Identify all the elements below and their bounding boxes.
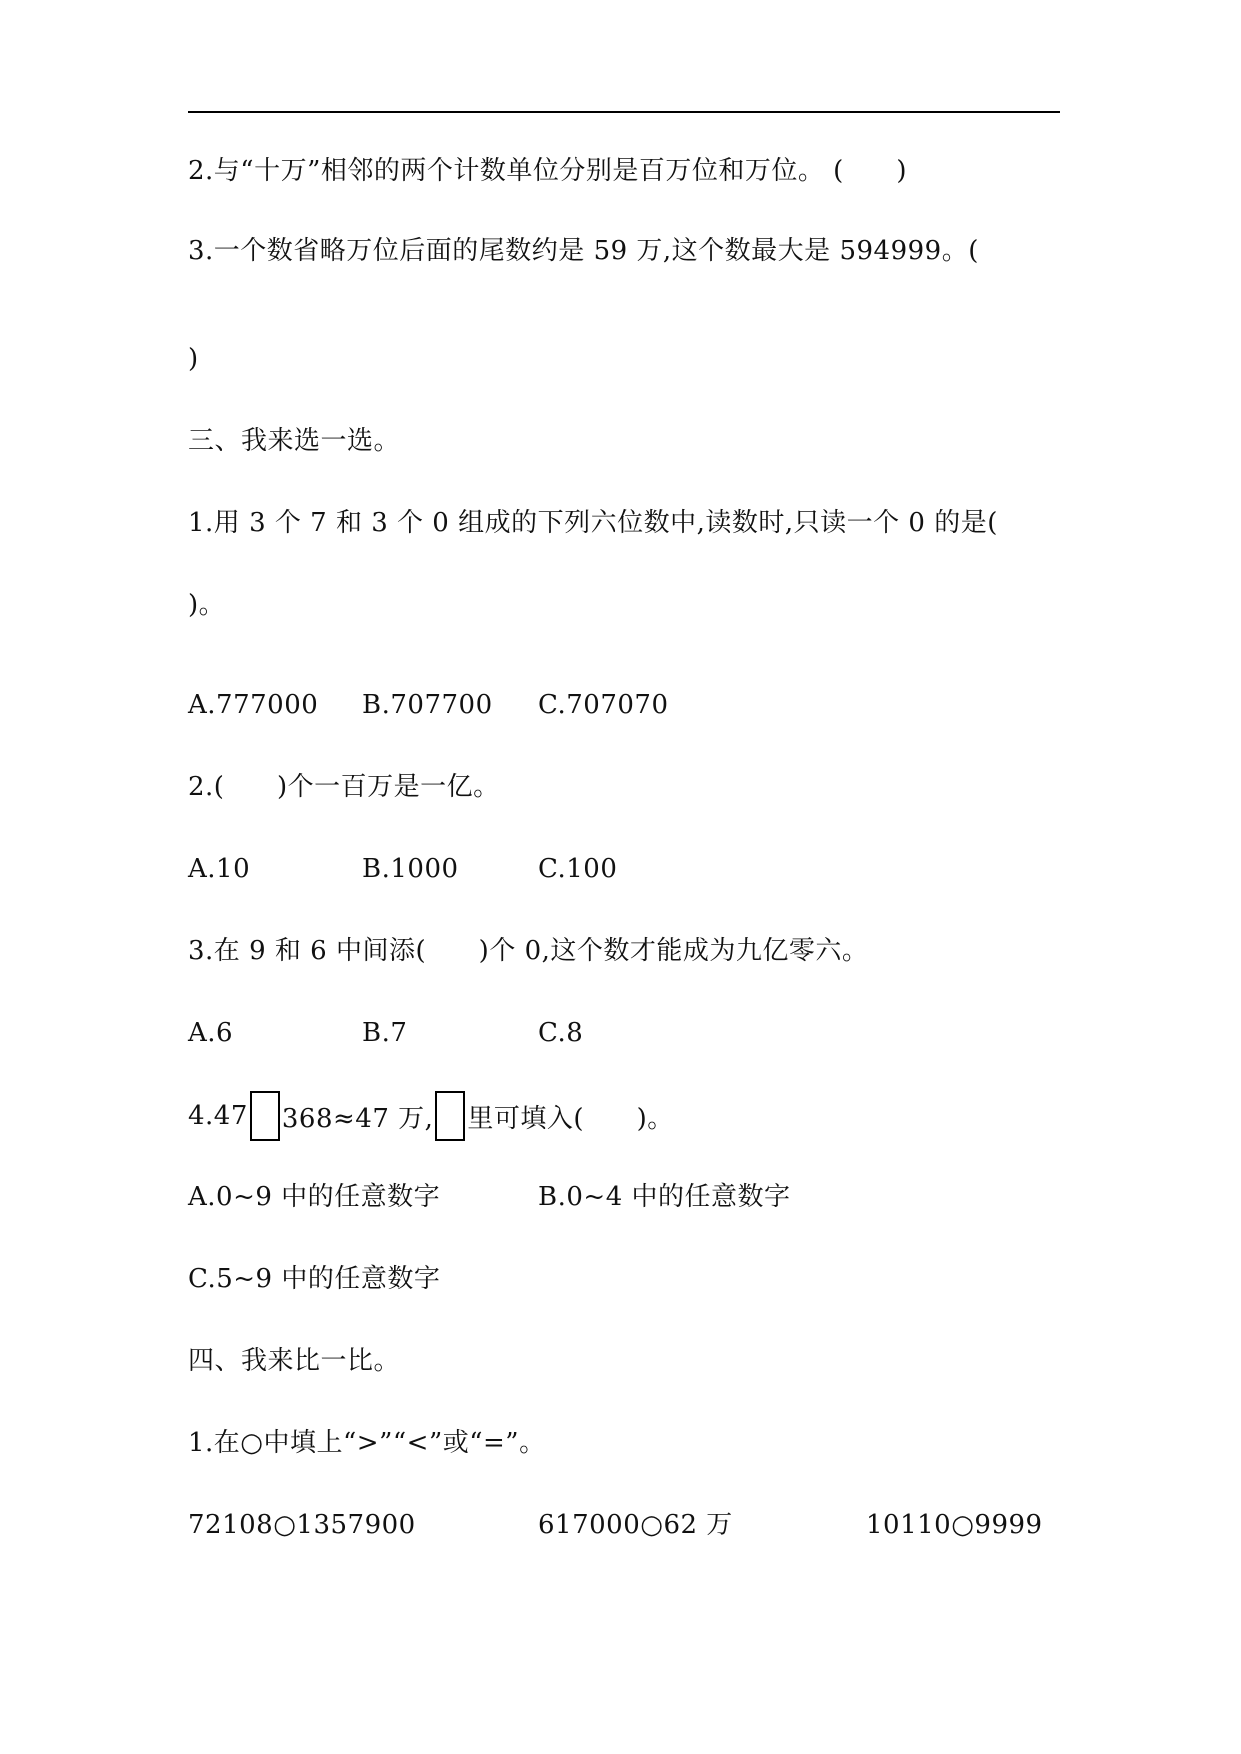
question-2-true-false: 2.与“十万”相邻的两个计数单位分别是百万位和万位。 ( ) bbox=[188, 156, 908, 186]
choice-question-2: 2.( )个一百万是一亿。 bbox=[188, 772, 500, 802]
choice-question-4-option-c: C.5~9 中的任意数字 bbox=[188, 1264, 441, 1294]
comparison-item-2: 617000○62 万 bbox=[538, 1510, 733, 1540]
choice-question-1-option-b: B.707700 bbox=[362, 690, 493, 720]
choice-question-1-line1: 1.用 3 个 7 和 3 个 0 组成的下列六位数中,读数时,只读一个 0 的是( bbox=[188, 508, 998, 538]
blank-box bbox=[250, 1091, 280, 1141]
choice-question-4-part1: 4.47 bbox=[188, 1101, 248, 1131]
choice-question-4-option-a: A.0~9 中的任意数字 bbox=[188, 1182, 441, 1212]
choice-question-4-part2: 368≈47 万, bbox=[281, 1103, 434, 1134]
choice-question-4 bbox=[188, 1089, 674, 1143]
choice-question-2-option-b: B.1000 bbox=[362, 854, 459, 884]
choice-question-4-option-b: B.0~4 中的任意数字 bbox=[538, 1182, 791, 1212]
choice-question-3-option-a: A.6 bbox=[188, 1018, 234, 1048]
question-3-true-false-line1: 3.一个数省略万位后面的尾数约是 59 万,这个数最大是 594999。( bbox=[188, 236, 979, 266]
choice-question-3-option-b: B.7 bbox=[362, 1018, 408, 1048]
comparison-item-3: 10110○9999 bbox=[866, 1510, 1043, 1540]
choice-question-1-option-c: C.707070 bbox=[538, 690, 669, 720]
choice-question-3-option-c: C.8 bbox=[538, 1018, 584, 1048]
choice-question-2-option-c: C.100 bbox=[538, 854, 618, 884]
section-3-heading: 三、我来选一选。 bbox=[188, 426, 401, 456]
blank-box bbox=[435, 1091, 465, 1141]
header-rule bbox=[188, 111, 1060, 113]
comparison-item-1: 72108○1357900 bbox=[188, 1510, 416, 1540]
section-4-heading: 四、我来比一比。 bbox=[188, 1346, 401, 1376]
question-3-true-false-line2: ) bbox=[188, 344, 199, 374]
choice-question-2-option-a: A.10 bbox=[188, 854, 251, 884]
choice-question-3: 3.在 9 和 6 中间添( )个 0,这个数才能成为九亿零六。 bbox=[188, 936, 869, 966]
choice-question-1-line2: )。 bbox=[188, 590, 226, 620]
choice-question-4-part3: 里可填入( )。 bbox=[467, 1103, 674, 1134]
choice-question-1-option-a: A.777000 bbox=[188, 690, 319, 720]
compare-question-1: 1.在○中填上“>”“<”或“=”。 bbox=[188, 1428, 546, 1458]
